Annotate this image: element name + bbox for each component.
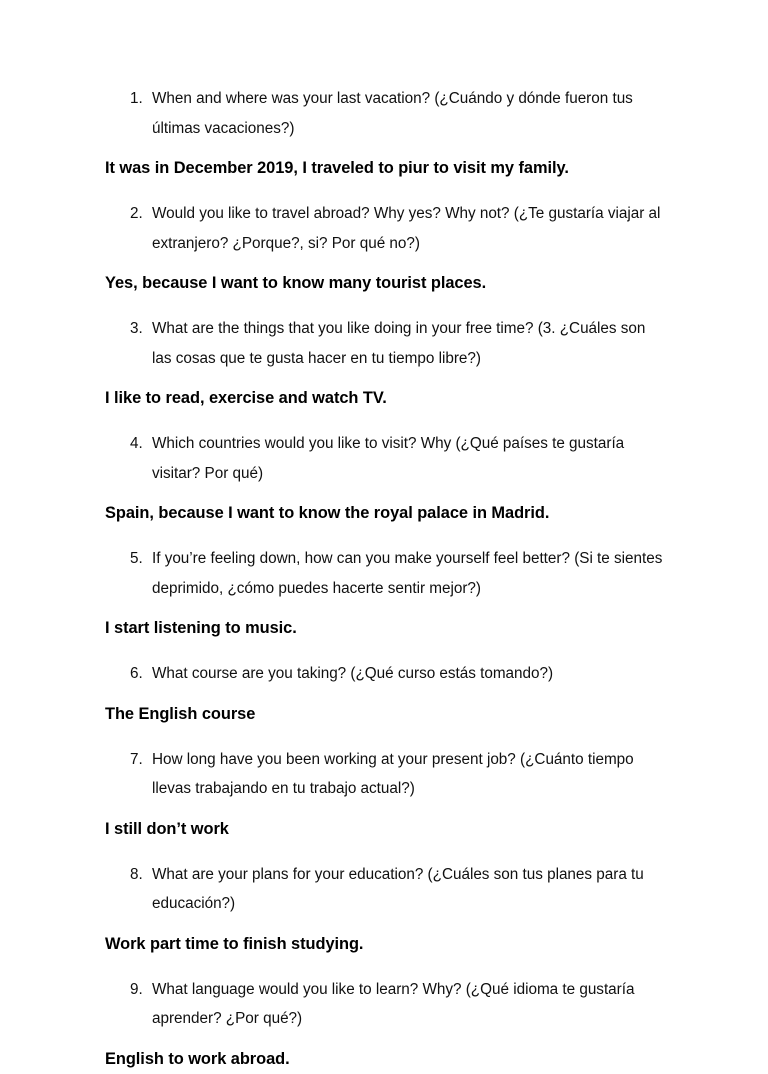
questionnaire-list: [105, 84, 667, 1074]
qa-block: [105, 314, 667, 413]
question-text: What language would you like to learn? Why? (¿Qué idioma te gustaría aprender? ¿Por qué?): [152, 980, 635, 1027]
question-text: When and where was your last vacation? (¿Cuándo y dónde fueron tus últimas vacaciones?): [152, 90, 633, 137]
question-number: 7.: [130, 750, 143, 768]
answer-text: I still don’t work: [105, 819, 229, 838]
question-text: Would you like to travel abroad? Why yes? Why not? (¿Te gustaría viajar al extranjero? ¿Porque?, si? Por qué no?): [152, 205, 661, 252]
question-text: What are the things that you like doing in your free time? (3. ¿Cuáles son las cosas que te gusta hacer en tu tiempo libre?): [152, 320, 646, 367]
question-number: 9.: [130, 980, 143, 998]
answer-text: I like to read, exercise and watch TV.: [105, 389, 387, 407]
answer-text: I start listening to music.: [105, 619, 297, 637]
answer-text: The English course: [105, 704, 256, 723]
question-text: Which countries would you like to visit? Why (¿Qué países te gustaría visitar? Por qué): [152, 435, 625, 482]
question-item: [105, 544, 667, 603]
answer-text: Work part time to finish studying.: [105, 934, 364, 953]
qa-block: [105, 199, 667, 298]
qa-block: [105, 745, 667, 844]
answer-text: Spain, because I want to know the royal palace in Madrid.: [105, 504, 550, 522]
question-number: 5.: [130, 550, 143, 567]
question-number: 1.: [130, 90, 143, 107]
question-number: 3.: [130, 320, 143, 337]
question-item: [105, 659, 667, 689]
qa-block: [105, 659, 667, 729]
question-item: [105, 199, 667, 258]
question-item: [105, 314, 667, 373]
answer-text: It was in December 2019, I traveled to piur to visit my family.: [105, 159, 569, 177]
answer-text: English to work abroad.: [105, 1049, 290, 1068]
qa-block: [105, 429, 667, 528]
question-item: [105, 975, 667, 1034]
question-text: If you’re feeling down, how can you make yourself feel better? (Si te sientes deprimido, ¿cómo puedes hacerte sentir mejor?): [152, 550, 663, 597]
question-item: [105, 429, 667, 488]
answer-text: Yes, because I want to know many tourist places.: [105, 274, 487, 292]
qa-block: [105, 975, 667, 1074]
question-text: What are your plans for your education? (¿Cuáles son tus planes para tu educación?): [152, 865, 644, 912]
qa-block: [105, 544, 667, 643]
qa-block: [105, 860, 667, 959]
question-text: What course are you taking? (¿Qué curso estás tomando?): [152, 665, 554, 682]
question-item: [105, 860, 667, 919]
question-number: 8.: [130, 865, 143, 883]
qa-block: [105, 84, 667, 183]
question-item: [105, 745, 667, 804]
question-item: [105, 84, 667, 143]
question-number: 2.: [130, 205, 143, 222]
question-text: How long have you been working at your present job? (¿Cuánto tiempo llevas trabajando en tu trabajo actual?): [152, 750, 634, 797]
question-number: 6.: [130, 665, 143, 682]
question-number: 4.: [130, 435, 143, 452]
